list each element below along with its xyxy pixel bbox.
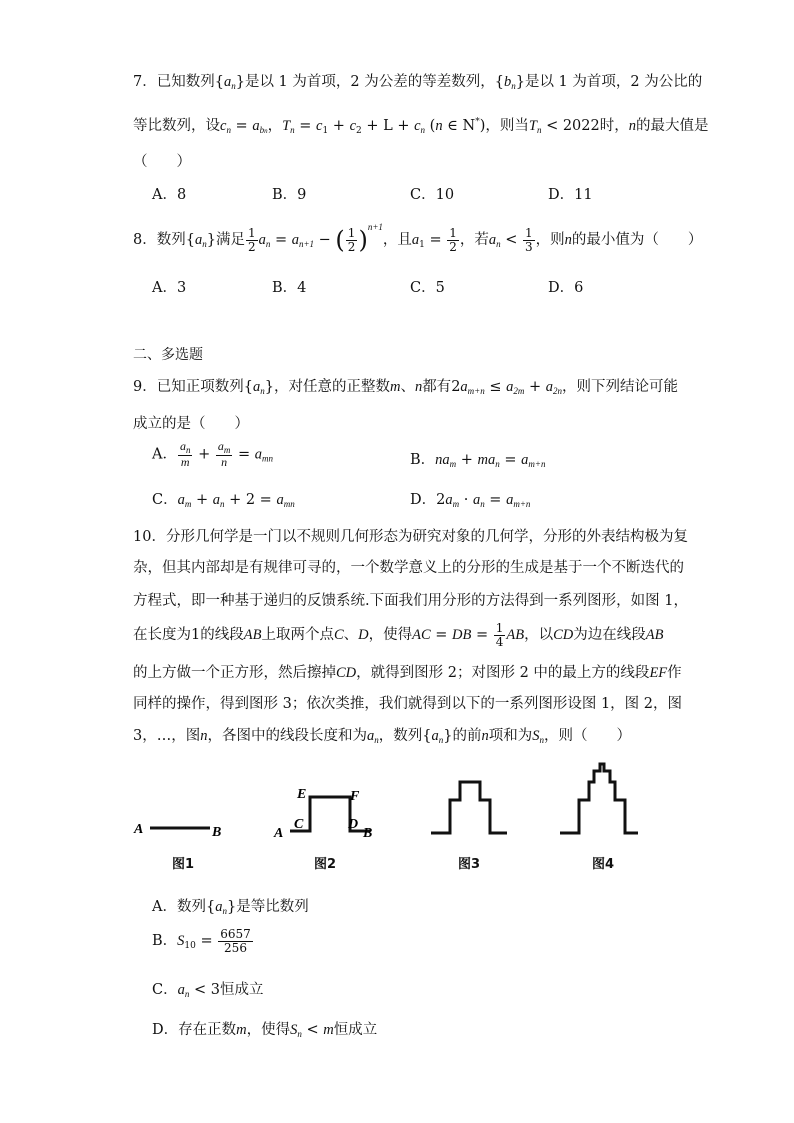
q7-text: 7．已知数列 [133,74,215,90]
q7-option-b[interactable]: B．9 [272,187,307,203]
option-text: < 3恒成立 [193,982,264,998]
q7-option-d[interactable]: D．11 [548,187,593,203]
figure-2-drawing [270,780,390,845]
option-text: A．数列 [152,899,206,915]
q7-text: 的最大值是 [636,118,709,134]
q10-line7: 3，…，图n，各图中的线段长度和为$a_n$，数列$\{a_n\}$的前n项和为$S_n$，则（ ） [133,728,631,745]
q10-text: 在长度为 [133,627,191,644]
label-b: B [363,826,373,841]
figure-1 [130,810,230,845]
q10-option-c[interactable]: C．$a_n < 3$恒成立 [152,982,264,999]
q8-text: 满足 [215,232,245,248]
q8-option-d[interactable]: D．6 [548,280,584,296]
q10-text: 作 [667,665,682,681]
q10-text: ，以 [524,627,554,644]
q9-text: 9．已知正项数列 [133,379,244,395]
label-a: A [274,826,284,841]
q10-text: 项和为 [488,728,533,744]
q7-text: 是以 1 为首项，2 为公差的等差数列， [244,74,495,90]
option-text: C． [152,982,178,998]
q8-text: 8．数列 [133,232,186,248]
q10-line1: 10．分形几何学是一门以不规则几何形态为研究对象的几何学，分形的外表结构极为复 [133,529,688,545]
q9-text: ，对任意的正整数 [273,379,390,395]
q8-option-c[interactable]: C．5 [410,280,445,296]
label-e: E [297,787,307,802]
q7-line2: 等比数列，设$c_n = a_{bn}$，$T_n = c_1 + c_2 + L + c_n$ (n ∈ N*)，则当$T_n < 2022$时，n的最大值是 [133,117,709,136]
section-title: 二、多选题 [133,347,203,363]
q10-line6: 同样的操作，得到图形 3；依次类推，我们就得到以下的一系列图形设图 1，图 2，图 [133,696,683,712]
label-d: D [348,817,359,832]
caption-fig1: 图1 [172,857,195,872]
q10-text: 的上方做一个正方形，然后擦掉 [133,665,336,681]
q7-text: 时， [599,118,629,134]
q7-condition: < 2022 [546,118,600,134]
fractal-outline-4 [560,764,638,833]
figure-2 [270,780,390,845]
fraction-numerator: 6657 [220,927,251,941]
caption-fig3: 图3 [458,857,481,872]
q10-option-a[interactable]: A．数列$\{a_n\}$是等比数列 [152,899,309,916]
q7-bracket: （ ） [133,154,191,170]
q10-text: 的前 [452,728,482,744]
q9-option-d[interactable]: D．$2a_m \cdot a_n = a_{m+n}$ [410,492,531,509]
q7-option-c[interactable]: C．10 [410,187,455,203]
q8-text: ，若 [459,232,489,248]
option-text: D．存在正数 [152,1022,237,1038]
q8-text: ，则 [535,232,565,248]
q10-line4: 在长度为1的线段AB上取两个点C、D，使得AC = DB = $\frac{1}{4}$ AB，以CD为边在线段AB [133,621,664,649]
q10-text: ，使得 [368,627,413,644]
q9-option-b[interactable]: B．$na_m + ma_n = a_{m+n}$ [410,452,546,469]
q10-text: ，则（ ） [543,728,631,744]
option-label: A． [152,446,177,463]
q7-option-a[interactable]: A．8 [152,187,187,203]
caption-fig2: 图2 [314,857,337,872]
option-text: 恒成立 [333,1022,378,1038]
q10-text: ，数列 [378,728,423,744]
figure-4 [555,760,645,840]
q10-line3: 方程式，即一种基于递归的反馈系统.下面我们用分形的方法得到一系列图形，如图 1， [133,593,688,609]
label-b: B [212,825,222,840]
q8-text: 的最小值为（ ） [571,232,703,248]
q9-line2: 成立的是（ ） [133,416,249,432]
option-text: ，使得 [246,1022,291,1038]
q7-line1: 7．已知数列$\{a_n\}$是以 1 为首项，2 为公差的等差数列，$\{b_n\}$是以 1 为首项，2 为公比的 [133,74,703,91]
fraction-denominator: 256 [224,940,247,955]
q10-line5: 的上方做一个正方形，然后擦掉CD，就得到图形 2；对图形 2 中的最上方的线段EF作 [133,665,682,681]
figure-3 [425,770,515,840]
option-label: B． [410,452,436,468]
option-label: D． [410,492,437,508]
seq-a: a [223,74,232,90]
q10-text: ，各图中的线段长度和为 [207,728,367,744]
figure-4-drawing [555,760,645,840]
q10-text: 3，…，图 [133,728,201,744]
q10-option-b[interactable]: B．$S_{10}$ = $\frac{6657}{256}$ [152,927,251,955]
q10-text: 为边在线段 [573,627,646,644]
q9-option-c[interactable]: C．$a_m + a_n + 2 = a_{mn}$ [152,492,295,509]
q8-option-a[interactable]: A．3 [152,280,187,296]
q8-option-b[interactable]: B．4 [272,280,307,296]
label-a: A [134,822,144,837]
q8-text: ，且 [382,232,412,248]
q7-text: 是以 1 为首项，2 为公比的 [524,74,703,90]
q9-line1: 9．已知正项数列$\{a_n\}$，对任意的正整数m、n都有$2a_{m+n} \le a_{2m} + a_{2n}$，则下列结论可能 [133,379,678,396]
caption-fig4: 图4 [592,857,615,872]
figure-3-drawing [425,770,515,840]
q7-text: 等比数列，设 [133,118,220,134]
q10-text: 的线段 [200,627,244,644]
option-text: B． [152,933,178,950]
q10-text: 上取两个点 [261,627,334,644]
q10-line2: 杂，但其内部却是有规律可寻的，一个数学意义上的分形的生成是基于一个不断迭代的 [133,560,684,576]
label-c: C [294,817,304,832]
option-text: 是等比数列 [236,899,309,915]
q8-stem: 8．数列$\{a_n\}$满足 $\frac{1}{2}$ $a_n = a_{n+1}$ − ( $\frac{1}{2}$ )$^{n+1}$，且$a_1$ = $\frac{1}{2}$ ，若$a_n$ < $\frac{1}{3}$ ，则n的最小值为（ ） [133,222,703,254]
q10-option-d[interactable]: D．存在正数m，使得$S_n < m$恒成立 [152,1022,378,1039]
seq-b: b [503,74,512,90]
option-label: C． [152,492,178,508]
q7-text: ，则当 [485,118,529,134]
q9-text: ，则下列结论可能 [562,379,678,395]
q10-text: ，就得到图形 2；对图形 2 中的最上方的线段 [356,665,650,681]
q9-option-a[interactable]: A． $\frac{a_n}{m}$ + $\frac{a_m}{n}$ = $a_{mn}$ [152,439,273,470]
label-f: F [350,789,360,804]
q9-text: 都有 [422,379,452,395]
fractal-outline-3 [431,782,507,833]
figure-1-drawing [130,810,230,845]
